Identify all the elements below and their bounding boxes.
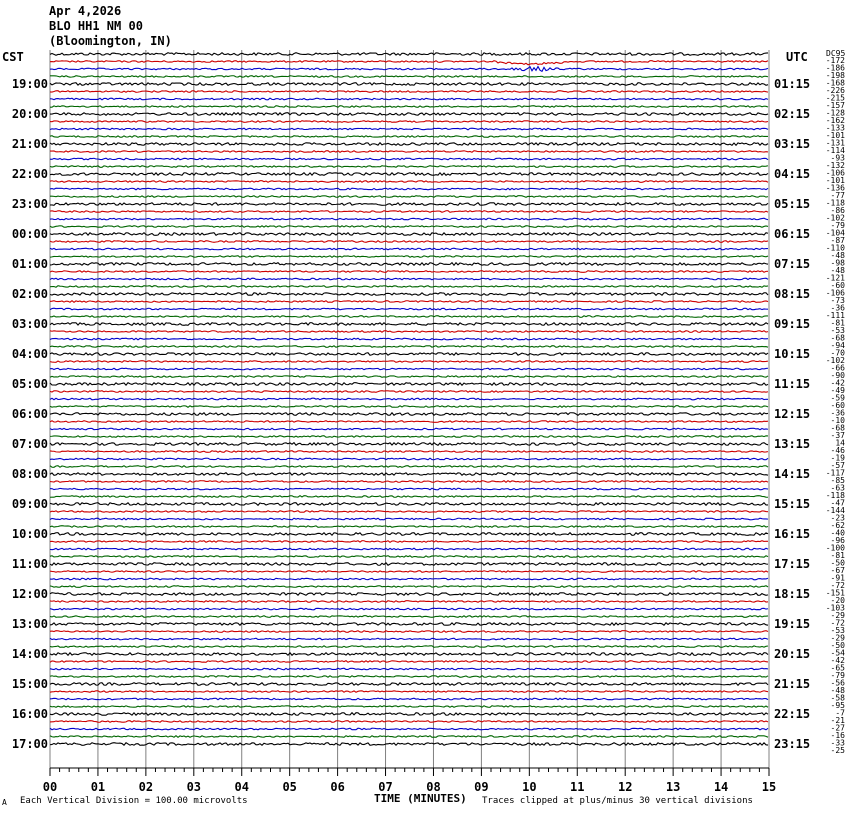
trace-line	[50, 286, 768, 288]
dc-offset-label: -104	[825, 228, 845, 238]
clip-note: Traces clipped at plus/minus 30 vertical divisions	[482, 796, 753, 806]
dc-offset-label: -67	[830, 566, 845, 575]
local-time-label: 10:00	[11, 527, 48, 541]
dc-offset-label: -101	[825, 176, 845, 185]
dc-offset-label: -48	[830, 686, 845, 695]
dc-offset-label: -36	[830, 408, 845, 418]
dc-offset-label: -21	[830, 716, 845, 725]
station-code: BLO HH1 NM 00	[49, 19, 143, 33]
dc-offset-label: -118	[825, 491, 845, 500]
dc-offset-label: -68	[830, 423, 845, 433]
trace-line	[50, 301, 768, 303]
x-tick-label: 00	[42, 780, 58, 794]
local-time-label: 17:00	[11, 737, 48, 751]
dc-offset-label: -131	[825, 138, 845, 148]
trace-line	[50, 143, 768, 146]
dc-offset-label: -65	[830, 663, 845, 673]
dc-offset-label: -186	[825, 63, 845, 73]
trace-line	[50, 346, 768, 348]
dc-offset-label: -68	[830, 333, 845, 343]
utc-time-label: 16:15	[774, 527, 811, 541]
trace-line	[50, 196, 768, 198]
utc-time-label: 12:15	[774, 407, 811, 421]
trace-line	[50, 76, 768, 78]
dc-offset-label: -81	[830, 318, 845, 328]
dc-offset-label: -23	[830, 513, 845, 523]
trace-line	[50, 368, 768, 370]
dc-offset-label: -20	[830, 596, 845, 605]
dc-offset-label: -106	[825, 168, 845, 178]
local-time-label: 07:00	[11, 437, 48, 451]
dc-offset-label: -95	[830, 701, 845, 710]
trace-line	[50, 203, 768, 206]
dc-offset-header: DC95	[826, 49, 846, 58]
dc-offset-label: -85	[830, 476, 845, 485]
trace-line	[50, 518, 768, 520]
trace-line	[50, 113, 768, 116]
local-time-label: 22:00	[11, 167, 48, 181]
trace-line	[50, 136, 768, 138]
trace-line	[50, 503, 768, 506]
dc-offset-label: -100	[825, 543, 845, 553]
trace-line	[50, 106, 768, 108]
trace-line	[50, 578, 768, 580]
trace-line	[50, 736, 768, 738]
trace-line	[50, 151, 768, 153]
x-tick-label: 14	[713, 780, 729, 794]
dc-offset-label: -72	[830, 581, 845, 590]
trace-line	[50, 623, 768, 626]
dc-offset-label: -168	[825, 78, 845, 88]
trace-line	[50, 98, 768, 100]
trace-line	[50, 556, 768, 558]
trace-line	[50, 233, 768, 236]
trace-line	[50, 353, 768, 356]
x-tick-label: 10	[522, 780, 537, 794]
dc-offset-label: -121	[825, 273, 845, 283]
trace-line	[50, 661, 768, 663]
trace-line	[50, 683, 768, 686]
dc-offset-label: -98	[830, 258, 845, 268]
trace-line	[50, 308, 768, 310]
trace-line	[50, 646, 768, 648]
dc-offset-label: -111	[825, 311, 845, 320]
dc-offset-label: -29	[830, 611, 845, 620]
trace-line	[50, 91, 768, 93]
utc-time-label: 06:15	[774, 227, 811, 241]
dc-offset-label: -132	[825, 161, 845, 170]
dc-offset-label: -60	[830, 281, 845, 290]
local-time-label: 23:00	[11, 197, 48, 211]
trace-line	[50, 331, 768, 333]
trace-line	[50, 631, 768, 633]
x-tick-label: 01	[90, 780, 106, 794]
dc-offset-label: -198	[825, 71, 845, 80]
trace-line	[50, 278, 768, 280]
trace-line	[50, 421, 768, 423]
trace-line	[50, 638, 768, 640]
x-tick-label: 04	[234, 780, 249, 794]
local-time-label: 11:00	[11, 557, 48, 571]
x-tick-label: 06	[330, 780, 345, 794]
dc-offset-label: -86	[830, 206, 845, 215]
utc-time-label: 04:15	[774, 167, 811, 181]
dc-offset-label: -215	[825, 93, 845, 103]
local-time-label: 05:00	[11, 377, 48, 391]
dc-offset-label: -117	[825, 468, 845, 478]
local-time-label: 09:00	[11, 497, 48, 511]
x-tick-label: 12	[617, 780, 633, 794]
x-tick-label: 11	[570, 780, 585, 794]
trace-line	[50, 691, 768, 693]
utc-time-label: 08:15	[774, 287, 811, 301]
trace-line	[50, 713, 768, 716]
dc-offset-label: -144	[825, 506, 845, 515]
dc-offset-label: -40	[830, 528, 845, 538]
trace-line	[50, 571, 768, 573]
dc-offset-label: -7	[835, 708, 845, 718]
local-time-label: 02:00	[11, 287, 48, 301]
trace-line	[50, 676, 768, 678]
utc-time-label: 15:15	[774, 497, 811, 511]
trace-line	[50, 586, 768, 588]
trace-line	[50, 61, 768, 65]
trace-line	[50, 361, 768, 363]
dc-offset-label: -48	[830, 266, 845, 275]
trace-line	[50, 256, 768, 258]
dc-offset-label: -128	[825, 108, 845, 118]
dc-offset-label: -94	[830, 341, 845, 350]
trace-line	[50, 451, 768, 453]
trace-line	[50, 743, 768, 746]
utc-time-label: 13:15	[774, 437, 811, 451]
dc-offset-label: -29	[830, 633, 845, 643]
dc-offset-label: -70	[830, 348, 845, 358]
trace-line	[50, 728, 768, 730]
trace-line	[50, 166, 768, 168]
dc-offset-label: -226	[825, 86, 845, 95]
trace-line	[50, 391, 768, 393]
dc-offset-label: -151	[825, 588, 845, 598]
trace-line	[50, 496, 768, 498]
local-time-label: 15:00	[11, 677, 48, 691]
dc-offset-label: -36	[830, 303, 845, 313]
utc-time-label: 22:15	[774, 707, 811, 721]
trace-line	[50, 226, 768, 228]
trace-line	[50, 83, 768, 86]
dc-offset-label: -103	[825, 603, 845, 613]
utc-time-label: 23:15	[774, 737, 811, 751]
trace-line	[50, 668, 768, 670]
utc-time-label: 05:15	[774, 197, 811, 211]
utc-time-label: 11:15	[774, 377, 811, 391]
trace-line	[50, 398, 768, 400]
dc-offset-label: -33	[830, 738, 845, 748]
trace-line	[50, 458, 768, 460]
dc-offset-label: -16	[830, 731, 845, 740]
dc-offset-label: -79	[830, 671, 845, 680]
dc-offset-label: -118	[825, 198, 845, 208]
trace-line	[50, 601, 768, 603]
local-time-label: 12:00	[11, 587, 48, 601]
trace-line	[50, 181, 768, 183]
dc-offset-label: -42	[830, 656, 845, 665]
dc-offset-label: -25	[830, 746, 845, 755]
dc-offset-label: -50	[830, 558, 845, 568]
trace-line	[50, 263, 768, 266]
local-time-label: 03:00	[11, 317, 48, 331]
dc-offset-label: -62	[830, 521, 845, 530]
trace-line	[50, 188, 768, 190]
trace-line	[50, 323, 768, 326]
dc-offset-label: -59	[830, 393, 845, 403]
trace-line	[50, 706, 768, 708]
trace-line	[50, 526, 768, 528]
x-tick-label: 09	[474, 780, 489, 794]
local-time-label: 20:00	[11, 107, 48, 121]
dc-offset-label: 14	[835, 438, 845, 448]
dc-offset-label: -47	[830, 498, 845, 508]
dc-offset-label: -63	[830, 483, 845, 493]
utc-time-label: 14:15	[774, 467, 811, 481]
dc-offset-label: -114	[825, 146, 845, 155]
corner-mark: A	[2, 798, 7, 807]
dc-offset-label: -37	[830, 431, 845, 440]
dc-offset-label: -50	[830, 641, 845, 650]
trace-line	[50, 67, 768, 72]
local-time-label: 21:00	[11, 137, 48, 151]
utc-time-label: 09:15	[774, 317, 811, 331]
trace-line	[50, 383, 768, 386]
trace-line	[50, 443, 768, 446]
trace-line	[50, 218, 768, 220]
utc-time-label: 02:15	[774, 107, 811, 121]
utc-time-label: 19:15	[774, 617, 811, 631]
trace-line	[50, 121, 768, 123]
dc-offset-label: -91	[830, 573, 845, 583]
dc-offset-label: -90	[830, 371, 845, 380]
dc-offset-label: -56	[830, 678, 845, 688]
trace-line	[50, 316, 768, 318]
dc-offset-label: -162	[825, 116, 845, 125]
trace-line	[50, 466, 768, 468]
dc-offset-label: -101	[825, 131, 845, 140]
utc-time-label: 18:15	[774, 587, 811, 601]
utc-time-label: 10:15	[774, 347, 811, 361]
local-time-label: 01:00	[11, 257, 48, 271]
scale-note: Each Vertical Division = 100.00 microvolts	[20, 796, 248, 806]
dc-offset-label: -27	[830, 723, 845, 733]
time-axis	[43, 768, 776, 794]
trace-line	[50, 541, 768, 543]
local-time-label: 14:00	[11, 647, 48, 661]
trace-line	[50, 473, 768, 476]
dc-offset-label: -54	[830, 648, 845, 658]
trace-line	[50, 481, 768, 483]
local-time-label: 08:00	[11, 467, 48, 481]
trace-line	[50, 241, 768, 243]
dc-offset-label: -58	[830, 693, 845, 703]
x-axis-title: TIME (MINUTES)	[374, 792, 467, 805]
trace-line	[50, 616, 768, 618]
dc-offset-label: -72	[830, 618, 845, 628]
dc-offset-label: -172	[825, 56, 845, 65]
local-time-label: 04:00	[11, 347, 48, 361]
dc-offset-label: -66	[830, 363, 845, 373]
dc-offset-label: -81	[830, 551, 845, 560]
dc-offset-label: -60	[830, 401, 845, 410]
trace-line	[50, 436, 768, 438]
utc-time-label: 07:15	[774, 257, 811, 271]
trace-line	[50, 413, 768, 416]
station-location: (Bloomington, IN)	[49, 34, 172, 48]
trace-line	[50, 128, 768, 130]
dc-offset-label: -110	[825, 243, 845, 253]
utc-time-label: 03:15	[774, 137, 811, 151]
dc-offset-label: -106	[825, 288, 845, 298]
local-time-label: 06:00	[11, 407, 48, 421]
trace-line	[50, 406, 768, 408]
dc-offset-label: -77	[830, 191, 845, 200]
dc-offset-label: -87	[830, 236, 845, 245]
x-tick-label: 08	[426, 780, 441, 794]
utc-time-label: 20:15	[774, 647, 811, 661]
local-time-label: 16:00	[11, 707, 48, 721]
minute-grid	[50, 50, 769, 768]
x-tick-label: 02	[138, 780, 154, 794]
local-time-label: 19:00	[11, 77, 48, 91]
dc-offset-label: -49	[830, 386, 845, 395]
x-tick-label: 05	[282, 780, 297, 794]
dc-offset-label: -48	[830, 251, 845, 260]
dc-offset-label: -53	[830, 626, 845, 635]
trace-line	[50, 608, 768, 610]
x-tick-label: 07	[378, 780, 393, 794]
dc-offset-label: -102	[825, 356, 845, 365]
x-tick-label: 15	[761, 780, 777, 794]
utc-timezone-label: UTC	[786, 50, 808, 64]
dc-offset-label: -102	[825, 213, 845, 223]
dc-offset-label: -19	[830, 453, 845, 463]
trace-line	[50, 173, 768, 176]
local-time-label: 00:00	[11, 227, 48, 241]
trace-line	[50, 53, 768, 56]
trace-line	[50, 338, 768, 340]
trace-line	[50, 376, 768, 378]
trace-line	[50, 563, 768, 566]
trace-line	[50, 428, 768, 430]
dc-offset-label: -53	[830, 326, 845, 335]
trace-line	[50, 698, 768, 700]
utc-time-label: 17:15	[774, 557, 811, 571]
trace-line	[50, 293, 768, 296]
trace-line	[50, 211, 768, 213]
trace-line	[50, 548, 768, 550]
seismic-traces	[50, 53, 768, 746]
row-labels	[12, 49, 846, 755]
utc-time-label: 01:15	[774, 77, 811, 91]
dc-offset-label: -73	[830, 296, 845, 305]
dc-offset-label: -79	[830, 221, 845, 230]
trace-line	[50, 593, 768, 596]
trace-line	[50, 533, 768, 536]
trace-line	[50, 721, 768, 723]
local-timezone-label: CST	[2, 50, 24, 64]
trace-line	[50, 158, 768, 160]
trace-line	[50, 653, 768, 656]
dc-offset-label: -133	[825, 123, 845, 133]
dc-offset-label: -136	[825, 183, 845, 193]
trace-line	[50, 488, 768, 490]
trace-line	[50, 248, 768, 250]
dc-offset-label: -46	[830, 446, 845, 455]
dc-offset-label: -157	[825, 101, 845, 110]
dc-offset-label: -57	[830, 461, 845, 470]
dc-offset-label: -96	[830, 536, 845, 545]
x-tick-label: 03	[186, 780, 202, 794]
dc-offset-label: -93	[830, 153, 845, 163]
utc-time-label: 21:15	[774, 677, 811, 691]
x-tick-label: 13	[665, 780, 681, 794]
trace-line	[50, 511, 768, 513]
dc-offset-label: -42	[830, 378, 845, 388]
plot-date: Apr 4,2026	[49, 4, 122, 18]
trace-line	[50, 271, 768, 273]
dc-offset-label: -10	[830, 416, 845, 425]
local-time-label: 13:00	[11, 617, 48, 631]
